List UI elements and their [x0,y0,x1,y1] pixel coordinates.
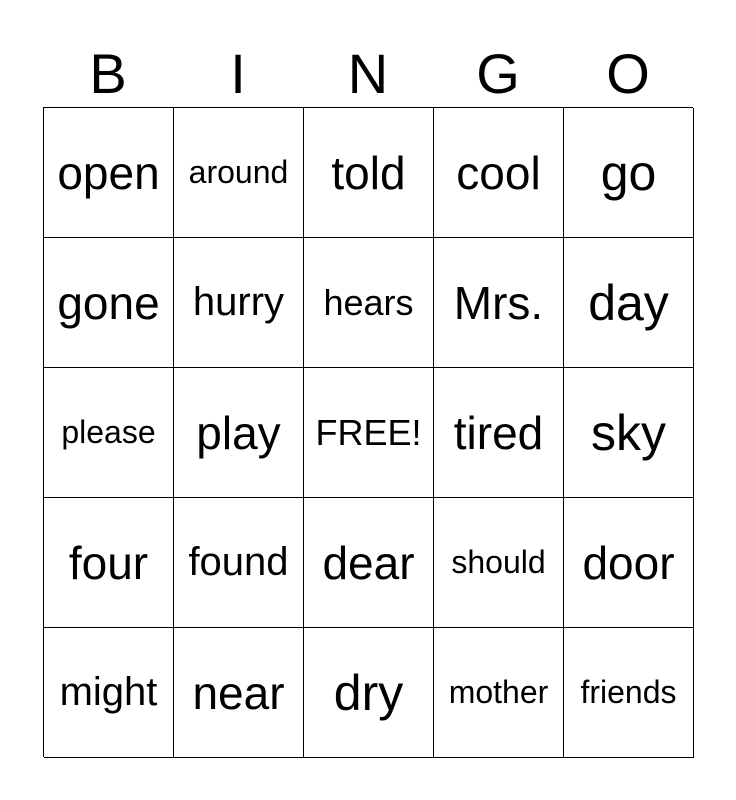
cell-word: might [59,670,158,714]
cell-word: told [331,146,406,199]
cell-word: tired [453,406,544,459]
cell-word: dear [322,536,415,589]
cell-word: hurry [192,280,285,324]
cell-word: around [188,154,289,190]
bingo-cell[interactable] [564,108,694,238]
cell-word: door [582,536,675,589]
bingo-cell[interactable] [44,108,174,238]
cell-word: four [68,536,149,589]
bingo-cell[interactable] [434,498,564,628]
cell-word: Mrs. [453,276,544,329]
bingo-cell[interactable] [44,238,174,368]
bingo-cell[interactable] [174,368,304,498]
bingo-cell[interactable] [174,108,304,238]
header-letter-b: B [89,42,127,105]
bingo-cell[interactable] [564,498,694,628]
cell-word: friends [580,674,677,710]
cell-word: mother [448,674,549,710]
free-space-cell[interactable] [304,368,434,498]
cell-word: play [196,406,281,459]
bingo-cell[interactable] [174,498,304,628]
cell-word: gone [57,276,160,329]
cell-word: day [588,274,669,331]
bingo-cell[interactable] [44,628,174,758]
cell-word: open [57,146,160,199]
bingo-cell[interactable] [174,238,304,368]
bingo-cell[interactable] [434,238,564,368]
cell-word: should [451,544,546,580]
cell-word: cool [456,146,541,199]
bingo-cell[interactable] [304,498,434,628]
cell-word: please [61,414,156,450]
bingo-cell[interactable] [564,238,694,368]
bingo-cell[interactable] [304,238,434,368]
header-letter-o: O [606,42,650,105]
bingo-cell[interactable] [564,628,694,758]
bingo-header [43,40,693,108]
cell-word: dry [333,664,404,721]
cell-word: sky [591,404,666,461]
bingo-cell[interactable] [44,498,174,628]
bingo-cell[interactable] [44,368,174,498]
bingo-cell[interactable] [304,628,434,758]
cell-word: go [600,144,657,201]
cell-word: hears [323,281,414,323]
bingo-cell[interactable] [564,368,694,498]
free-space-label: FREE! [315,411,422,453]
bingo-cell[interactable] [434,108,564,238]
cell-word: near [192,666,285,719]
bingo-cell[interactable] [434,368,564,498]
bingo-card-grid [43,107,693,757]
header-letter-n: N [347,42,389,105]
header-letter-i: I [230,42,246,105]
bingo-cell[interactable] [304,108,434,238]
cell-word: found [188,540,289,584]
bingo-cell[interactable] [434,628,564,758]
header-letter-g: G [476,42,520,105]
bingo-cell[interactable] [174,628,304,758]
